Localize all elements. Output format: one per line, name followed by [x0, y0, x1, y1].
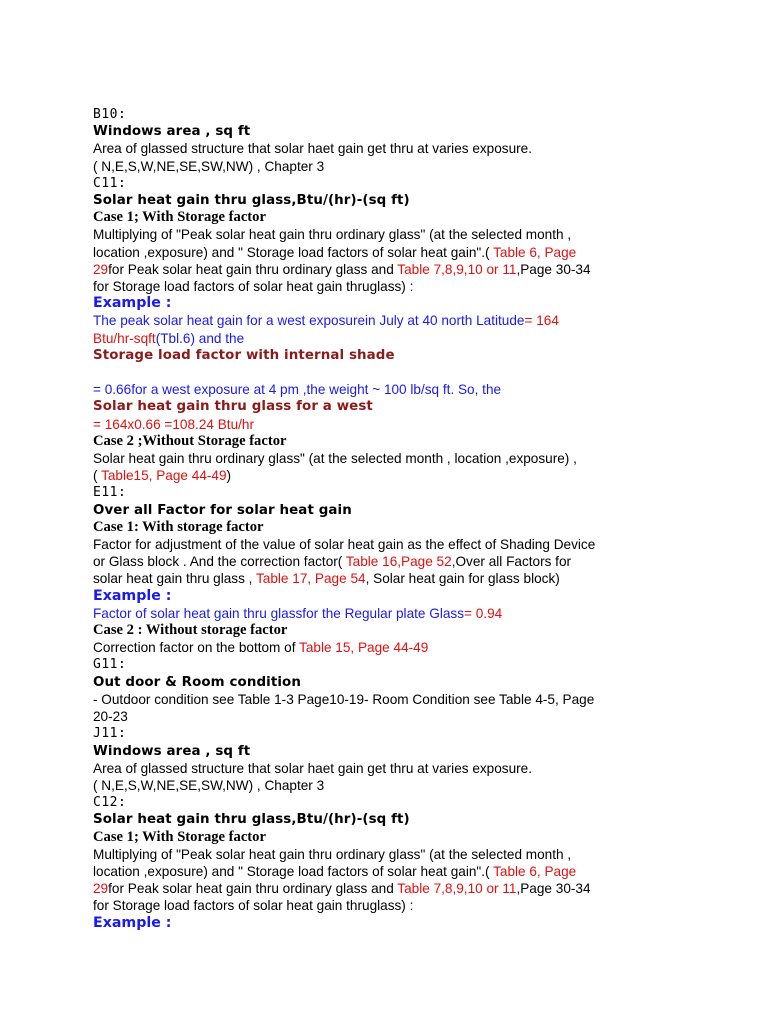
storage-load-factor-heading: Storage load factor with internal shade	[93, 347, 395, 363]
cell-ref-e11: E11:	[93, 485, 127, 501]
text-run: )	[226, 468, 232, 484]
table-reference: 29	[93, 881, 109, 897]
example-line	[93, 330, 713, 347]
document-body	[93, 106, 713, 932]
table-reference: Table 17, Page 54	[255, 571, 366, 587]
section-heading-solar-heat-gain: Solar heat gain thru glass,Btu/(hr)-(sq ft)	[93, 193, 410, 209]
section-heading-windows-area: Windows area , sq ft	[93, 124, 251, 140]
text-run: The peak solar heat gain for a west exposurein July at 40 north Latitude	[93, 313, 525, 329]
cell-ref-c11: C11:	[93, 175, 127, 191]
text-run: Correction factor on the bottom of	[93, 640, 300, 656]
value-highlight: = 164	[524, 313, 559, 329]
text-run: for a west exposure at 4 pm ,the weight ~ 100 lb/sq ft. So, the	[131, 382, 502, 398]
text-run: (	[93, 468, 102, 484]
table-reference: Table 16,Page 52	[345, 554, 452, 570]
example-line	[93, 312, 713, 329]
cell-ref-c12: C12:	[93, 795, 127, 811]
paragraph-line	[93, 570, 713, 587]
blank-line	[93, 364, 713, 381]
text-run: , Solar heat gain for glass block)	[365, 571, 560, 587]
paragraph-line: Multiplying of "Peak solar heat gain thru ordinary glass" (at the selected month ,	[93, 846, 572, 862]
text-run: ,Page 30-34	[516, 261, 591, 277]
value-highlight: = 0.94	[464, 605, 503, 621]
value-highlight: = 0.66	[93, 382, 132, 398]
paragraph-line: ( N,E,S,W,NE,SE,SW,NW) , Chapter 3	[93, 777, 325, 793]
result-value: = 164x0.66 =108.24 Btu/hr	[93, 416, 254, 432]
table-reference: Table15, Page 44-49	[101, 468, 227, 484]
solar-west-heading: Solar heat gain thru glass for a west	[93, 399, 373, 415]
example-heading: Example :	[93, 587, 172, 604]
example-line	[93, 381, 713, 398]
case-heading: Case 2 : Without storage factor	[93, 622, 288, 639]
text-run: ,Over all Factors for	[451, 554, 572, 570]
paragraph-line: for Storage load factors of solar heat gain thruglass) :	[93, 279, 414, 295]
text-run: for Peak solar heat gain thru ordinary glass and	[108, 881, 398, 897]
text-run: location ,exposure) and " Storage load factors of solar heat gain".(	[93, 244, 494, 260]
table-reference: Table 7,8,9,10 or 11	[397, 881, 517, 897]
table-reference: Table 6, Page	[493, 863, 577, 879]
cell-ref-b10: B10:	[93, 107, 127, 122]
case-heading: Case 2 ;Without Storage factor	[93, 432, 287, 449]
table-reference: Table 15, Page 44-49	[299, 640, 429, 656]
case-heading: Case 1; With Storage factor	[93, 828, 266, 845]
text-run: location ,exposure) and " Storage load factors of solar heat gain".(	[93, 863, 494, 879]
paragraph-line	[93, 639, 713, 656]
paragraph-line	[93, 880, 713, 897]
paragraph-line: ( N,E,S,W,NE,SE,SW,NW) , Chapter 3	[93, 158, 325, 174]
section-heading-outdoor-room: Out door & Room condition	[93, 674, 301, 690]
text-run: (Tbl.6) and the	[155, 330, 245, 346]
case-heading: Case 1: With storage factor	[93, 518, 264, 535]
case-heading: Case 1; With Storage factor	[93, 209, 266, 226]
paragraph-line: Multiplying of "Peak solar heat gain thru ordinary glass" (at the selected month ,	[93, 227, 572, 243]
text-run: or Glass block . And the correction factor(	[93, 554, 346, 570]
paragraph-line: Factor for adjustment of the value of solar heat gain as the effect of Shading Device	[93, 537, 596, 553]
paragraph-line	[93, 863, 713, 880]
section-heading-overall-factor: Over all Factor for solar heat gain	[93, 502, 352, 518]
paragraph-line: Solar heat gain thru ordinary glass" (at the selected month , location ,exposure) ,	[93, 451, 577, 467]
table-reference: 29	[93, 261, 109, 277]
section-heading-solar-heat-gain: Solar heat gain thru glass,Btu/(hr)-(sq ft)	[93, 812, 410, 828]
example-heading: Example :	[93, 295, 172, 312]
cell-ref-g11: G11:	[93, 657, 127, 673]
example-line	[93, 605, 713, 622]
text-run: solar heat gain thru glass ,	[93, 571, 256, 587]
section-heading-windows-area: Windows area , sq ft	[93, 743, 251, 759]
cell-ref-j11: J11:	[93, 726, 127, 742]
table-reference: Table 7,8,9,10 or 11	[397, 261, 517, 277]
paragraph-line: for Storage load factors of solar heat gain thruglass) :	[93, 898, 414, 914]
text-run: for Peak solar heat gain thru ordinary glass and	[108, 261, 398, 277]
paragraph-line	[93, 244, 713, 261]
table-reference: Table 6, Page	[493, 244, 577, 260]
text-run: ,Page 30-34	[516, 881, 591, 897]
paragraph-line: 20-23	[93, 709, 128, 725]
text-run: Factor of solar heat gain thru glassfor the Regular plate Glass	[93, 605, 465, 621]
example-heading: Example :	[93, 914, 172, 931]
value-highlight: Btu/hr-sqft	[93, 330, 156, 346]
paragraph-line	[93, 553, 713, 570]
paragraph-line: Area of glassed structure that solar haet gain get thru at varies exposure.	[93, 141, 533, 157]
paragraph-line	[93, 261, 713, 278]
paragraph-line: Area of glassed structure that solar haet gain get thru at varies exposure.	[93, 760, 533, 776]
paragraph-line	[93, 467, 713, 484]
paragraph-line: - Outdoor condition see Table 1-3 Page10-19- Room Condition see Table 4-5, Page	[93, 691, 595, 707]
